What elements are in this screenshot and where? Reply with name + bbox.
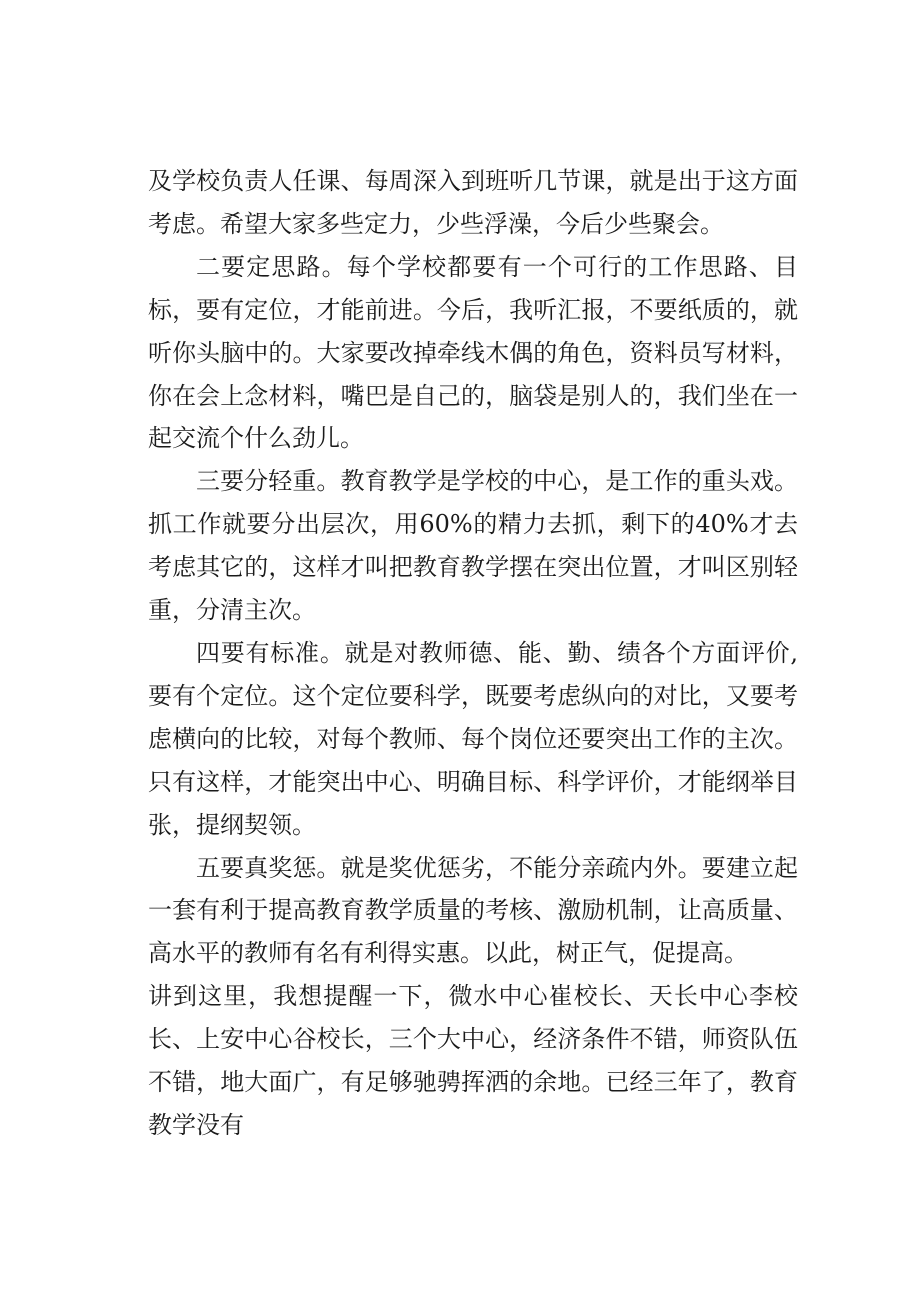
paragraph-3: 三要分轻重。教育教学是学校的中心，是工作的重头戏。抓工作就要分出层次，用60%的精力去抓，剩下的40%才去考虑其它的，这样才叫把教育教学摆在突出位置，才叫区别轻重，分清主次。 <box>148 467 798 625</box>
paragraph-6: 讲到这里，我想提醒一下，微水中心崔校长、天长中心李校长、上安中心谷校长，三个大中心，经济条件不错，师资队伍不错，地大面广，有足够驰骋挥洒的余地。已经三年了，教育教学没有 <box>148 982 798 1139</box>
paragraph-1: 及学校负责人任课、每周深入到班听几节课，就是出于这方面考虑。希望大家多些定力，少些浮澡，今后少些聚会。 <box>148 167 798 238</box>
paragraph-4: 四要有标准。就是对教师德、能、勤、绩各个方面评价,要有个定位。这个定位要科学，既要考虑纵向的对比，又要考虑横向的比较，对每个教师、每个岗位还要突出工作的主次。只有这样，才能突出中心、明确目标、科学评价，才能纲举目张，提纲契领。 <box>148 638 798 839</box>
paragraph-5: 五要真奖惩。就是奖优惩劣，不能分亲疏内外。要建立起一套有利于提高教育教学质量的考核、激励机制，让高质量、高水平的教师有名有利得实惠。以此，树正气，促提高。 <box>148 853 798 968</box>
document-body <box>148 160 798 1147</box>
paragraph-2: 二要定思路。每个学校都要有一个可行的工作思路、目标，要有定位，才能前进。今后，我听汇报，不要纸质的，就听你头脑中的。大家要改掉牵线木偶的角色，资料员写材料，你在会上念材料，嘴巴是自己的，脑袋是别人的，我们坐在一起交流个什么劲儿。 <box>148 252 798 453</box>
